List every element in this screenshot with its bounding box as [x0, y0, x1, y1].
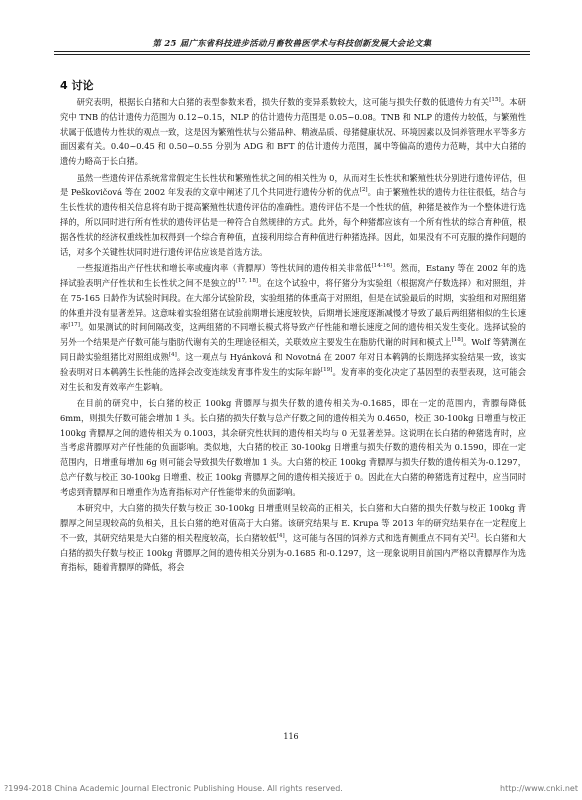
paragraph-text: 。然而，Estany 等在 2002 年的选择试验表明产仔性状和生长性状之间不是独立的	[60, 263, 526, 288]
paragraph	[60, 171, 526, 260]
header-rule-thick	[54, 51, 530, 52]
paragraph-text: 。由于繁殖性状的遗传力往往很低，结合与生长性状的遗传相关信息将有助于提高繁殖性状遗传评估的准确性。遗传评估不是一个性状的值，种猪是被作为一个整体进行选择的，所以同时进行所有性状的遗传评估是一种符合自然规律的方式。此外，每个种猪都应该有一个所有性状的综合育种值，根据各性状的经济权重线性加权得到一个综合育种值，直接利用综合育种值进行种猪选择。因此，如果没有不可克服的操作问题的话，对多个关键性状同时进行遗传评估应该是首选方法。	[60, 187, 526, 257]
paragraph-text: 。这一观点与 Hyánková 和 Novotná 在 2007 年对日本鹌鹑的长期选择实验结果一致，该实验表明对日本鹌鹑生长性能的选择会改变连续发育事件发生的实际年龄	[60, 351, 526, 377]
paragraph	[60, 396, 526, 500]
citation-ref: [18]	[451, 337, 463, 344]
paragraph-text: 在目前的研究中，长白猪的校正 100kg 背膘厚与损失仔数的遗传相关为-0.1685，即在一定的范围内，背膘每降低 6mm，则损失仔数可能会增加 1 头。长白猪的损失仔数与总产仔数之间的遗传相关为 0.4650，校正 30-100kg 日增重与校正 100kg 背膘厚之间的遗传相关为 0.1003，其余研究性状间的遗传相关均与 0 无显著差异。这说明在长白猪的种猪选育时，应当考虑背膘厚对产仔性能的负面影响。类似地，大白猪的校正 30-100kg 日增重与损失仔数的遗传相关为 0.1590，即在一定范围内，日增重每增加 6g 则可能会导致损失仔数增加 1 头。大白猪的校正 100kg 背膘厚与损失仔数的遗传相关为-0.1297，总产仔数与校正 30-100kg 日增重、校正 100kg 背膘厚之间的遗传相关接近于 0。因此在大白猪的种猪选育过程中，应当同时考虑到背膘厚和日增重作为选育指标对产仔性能带来的负面影响。	[60, 398, 526, 497]
paragraph-text: 。在这个试验中，将仔猪分为实验组（根据窝产仔数选择）和对照组，并在 75-165 日龄作为试验时间段。在大部分试验阶段，实验组猪的体重高于对照组，但是在试验最后的时期，实验组和对照组猪的体重并没有显著差异。这意味着实验组猪在试验前期增长速度较快，后期增长速度逐渐减慢才导致了最后两组猪相似的生长速率	[60, 277, 526, 333]
running-header: 第 25 届广东省科技进步活动月畜牧兽医学术与科技创新发展大会论文集	[152, 38, 432, 48]
paragraph-text: 。发育率的变化决定了基因型的表型表现，这可能会对生长和发育效率产生影响。	[60, 366, 526, 392]
page-number: 116	[283, 732, 299, 741]
paragraph-text: 虽然一些遗传评估系统常常假定生长性状和繁殖性状之间的相关性为 0，从而对生长性状和繁殖性状分别进行遗传评估，但是 Peškovičová 等在 2002 年发表的文章中阐述了几个共同进行遗传分析的优点	[60, 172, 526, 198]
citation-ref: [2]	[468, 532, 476, 539]
paragraph-text: 研究表明，根据长白猪和大白猪的表型参数来看，损失仔数的变异系数较大，这可能与损失仔数的低遗传力有关	[76, 97, 490, 107]
citation-ref: [14-16]	[371, 263, 393, 270]
paragraph-text: 本研究中，大白猪的损失仔数与校正 30-100kg 日增重则呈较高的正相关，长白猪和大白猪的损失仔数与校正 100kg 背膘厚之间呈现较高的负相关，且长白猪的绝对值高于大白猪。该研究结果与 E. Krupa 等 2013 年的研究结果存在一定程度上不一致，其研究结果是大白猪的相关程度较高，长白猪较低	[60, 503, 526, 543]
citation-ref: [4]	[276, 532, 285, 539]
paragraph-text: 。本研究中 TNB 的估计遗传力范围为 0.12~0.15，NLP 的估计遗传力范围是 0.05~0.08。TNB 和 NLP 的遗传力较低，与繁殖性状属于低遗传力性状的观点一致，这是因为繁殖性状与公猪品种、精液品质、母猪健康状况、环境因素以及饲养管理水平等多方面因素有关。0.40~0.45 和 0.50~0.55 分别为 ADG 和 BFT 的估计遗传力范围，属中等偏高的遗传力范畴，其中大白猪的遗传力略高于长白猪。	[60, 97, 526, 167]
body-text	[60, 95, 526, 577]
cnki-url[interactable]: http://www.cnki.net	[500, 784, 578, 793]
header-rule-thin	[54, 54, 530, 55]
paragraph-text: 一些报道指出产仔性状和增长率或瘦肉率（背膘厚）等性状间的遗传相关非常低	[76, 263, 372, 274]
citation-ref: [15]	[489, 97, 501, 103]
paragraph	[60, 501, 526, 575]
citation-ref: [19]	[320, 366, 333, 373]
paragraph-text: 。如果测试的时间间隔改变，这两组猪的不同增长模式将导致产仔性能和增长速度之间的遗传相关发生变化。选择试验的另外一个结果是产仔数可能与脂肪代谢有关的生理途径相关，关联效应主要发生在脂肪代谢的时间和模式上	[60, 322, 526, 348]
citation-ref: [17]	[68, 322, 80, 329]
paragraph-text: 。Wolf 等猜测在同日龄实验组猪比对照组成熟	[60, 337, 526, 362]
paragraph	[60, 95, 526, 169]
citation-ref: [4]	[168, 351, 177, 358]
citation-ref: [17, 18]	[235, 277, 259, 284]
section-title: 4 讨论	[60, 79, 94, 92]
paragraph	[60, 261, 526, 394]
citation-ref: [2]	[359, 187, 368, 194]
paragraph-text: ，这可能与各国的饲养方式和选育侧重点不同有关	[284, 532, 469, 543]
paragraph-text: 。长白猪和大白猪的损失仔数与校正 100kg 背膘厚之间的遗传相关分别为-0.1685 和-0.1297，这一现象说明目前国内严格以背膘厚作为选育指标，随着背膘厚的降低，将会	[60, 532, 526, 573]
copyright-notice: ?1994-2018 China Academic Journal Electronic Publishing House. All rights reserved.	[4, 784, 343, 793]
